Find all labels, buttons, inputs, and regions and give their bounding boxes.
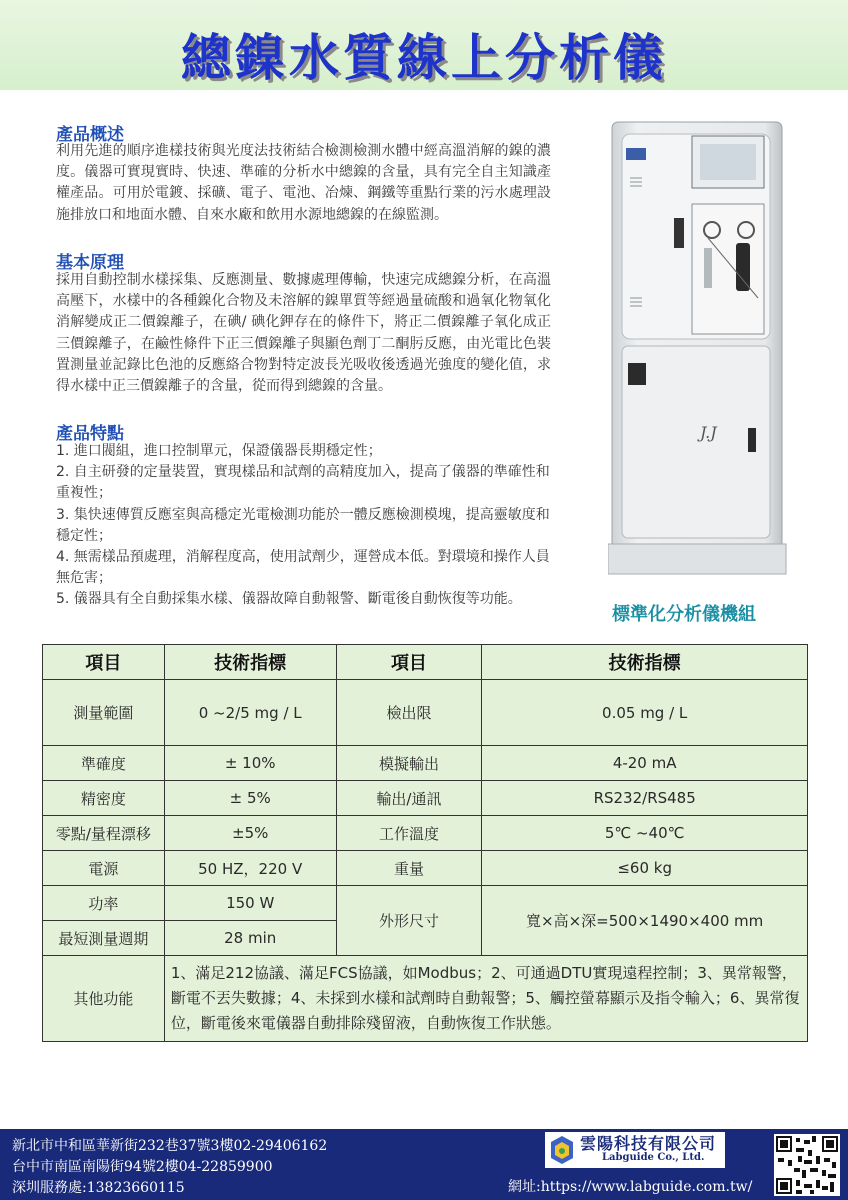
table-cell: 150 W <box>164 886 336 921</box>
table-row <box>43 746 808 781</box>
table-cell: 其他功能 <box>43 956 165 1042</box>
feature-item: 4. 無需樣品預處理，消解程度高，使用試劑少，運營成本低。對環境和操作人員無危害； <box>56 549 550 587</box>
table-row <box>43 680 808 746</box>
footer-address: 台中市南區南陽街94號2樓04-22859900 <box>12 1159 273 1175</box>
feature-item: 2. 自主研發的定量裝置，實現樣品和試劑的高精度加入，提高了儀器的準確性和重複性； <box>56 464 550 502</box>
table-cell: 準確度 <box>43 746 165 781</box>
table-cell: 最短測量週期 <box>43 921 165 956</box>
header-cell: 項目 <box>336 645 482 680</box>
table-cell: 模擬輸出 <box>336 746 482 781</box>
analyzer-cabinet-image <box>608 118 788 578</box>
qr-code-icon <box>774 1134 840 1196</box>
table-cell: ≤60 kg <box>482 851 808 886</box>
table-cell: 外形尺寸 <box>336 886 482 956</box>
table-cell: 零點/量程漂移 <box>43 816 165 851</box>
feature-item: 1. 進口閥組，進口控制單元，保證儀器長期穩定性； <box>56 443 382 459</box>
table-cell: 檢出限 <box>336 680 482 746</box>
table-row <box>43 781 808 816</box>
table-row <box>43 816 808 851</box>
spec-table <box>42 644 808 1042</box>
table-cell: 50 HZ，220 V <box>164 851 336 886</box>
table-cell: 0.05 mg / L <box>482 680 808 746</box>
website-link[interactable]: 網址:https://www.labguide.com.tw/ <box>508 1179 753 1195</box>
table-cell: 4-20 mA <box>482 746 808 781</box>
company-name-en: Labguide Co., Ltd. <box>602 1152 705 1163</box>
header-cell: 項目 <box>43 645 165 680</box>
image-caption: 標準化分析儀機組 <box>612 604 756 625</box>
svg-text:J.J: J.J <box>700 423 717 442</box>
table-cell: 工作溫度 <box>336 816 482 851</box>
overview-heading: 產品概述 <box>56 125 124 145</box>
table-cell: 28 min <box>164 921 336 956</box>
table-cell: 精密度 <box>43 781 165 816</box>
table-cell: 電源 <box>43 851 165 886</box>
table-row <box>43 956 808 1042</box>
header-cell: 技術指標 <box>482 645 808 680</box>
table-row <box>43 851 808 886</box>
table-cell: ± 10% <box>164 746 336 781</box>
company-name: 雲陽科技有限公司 <box>580 1134 717 1153</box>
feature-item: 5. 儀器具有全自動採集水樣、儀器故障自動報警、斷電後自動恢復等功能。 <box>56 591 522 608</box>
features-heading: 產品特點 <box>56 424 124 444</box>
company-logo-icon <box>549 1134 575 1166</box>
principle-heading: 基本原理 <box>56 253 124 273</box>
table-cell: 1、滿足212協議、滿足FCS協議，如Modbus；2、可通過DTU實現遠程控制；3、異常報警，斷電不丟失數據；4、未採到水樣和試劑時自動報警；5、觸控螢幕顯示及指令輸入；6、異常復位，斷電後來電儀器自動排除殘留液，自動恢復工作狀態。 <box>164 956 807 1042</box>
table-cell: 輸出/通訊 <box>336 781 482 816</box>
table-cell: ± 5% <box>164 781 336 816</box>
overview-text: 利用先進的順序進樣技術與光度法技術結合檢測檢測水體中經高溫消解的鎳的濃度。儀器可實現實時、快速、準確的分析水中總鎳的含量，具有完全自主知識產權產品。可用於電鍍、採礦、電子、電池、冶煉、鋼鐵等重點行業的污水處理設施排放口和地面水體、自來水廠和飲用水源地總鎳的在線監測。 <box>56 143 551 223</box>
features-list <box>56 441 551 611</box>
table-cell: 重量 <box>336 851 482 886</box>
table-cell: ±5% <box>164 816 336 851</box>
table-row <box>43 886 808 921</box>
table-header-row <box>43 645 808 680</box>
table-cell: 寬×高×深=500×1490×400 mm <box>482 886 808 956</box>
footer-address: 新北市中和區華新街232巷37號3樓02-29406162 <box>12 1138 328 1154</box>
table-cell: 功率 <box>43 886 165 921</box>
page-title: 總鎳水質線上分析儀 <box>181 28 667 87</box>
header-cell: 技術指標 <box>164 645 336 680</box>
table-cell: 5℃ ~40℃ <box>482 816 808 851</box>
table-cell: 測量範圍 <box>43 680 165 746</box>
table-cell: 0 ~2/5 mg / L <box>164 680 336 746</box>
principle-text: 採用自動控制水樣採集、反應測量、數據處理傳輸，快速完成總鎳分析，在高溫高壓下，水樣中的各種鎳化合物及未溶解的鎳單質等經過量硫酸和過氧化物氧化消解變成正二價鎳離子，在碘/ 碘化鉀存在的條件下，將正二價鎳離子氧化成正三價鎳離子，在鹼性條件下正三價鎳離子與顯色劑丁二酮肟反應，由光電比色裝置測量並記錄比色池的反應絡合物對特定波長光吸收後透過光強度的變化值，求得水樣中正三價鎳離子的含量，從而得到總鎳的含量。 <box>56 272 551 395</box>
feature-item: 3. 集快速傳質反應室與高穩定光電檢測功能於一體反應檢測模塊，提高靈敏度和穩定性； <box>56 506 550 544</box>
table-cell: RS232/RS485 <box>482 781 808 816</box>
footer-address: 深圳服務處:13823660115 <box>12 1180 185 1196</box>
